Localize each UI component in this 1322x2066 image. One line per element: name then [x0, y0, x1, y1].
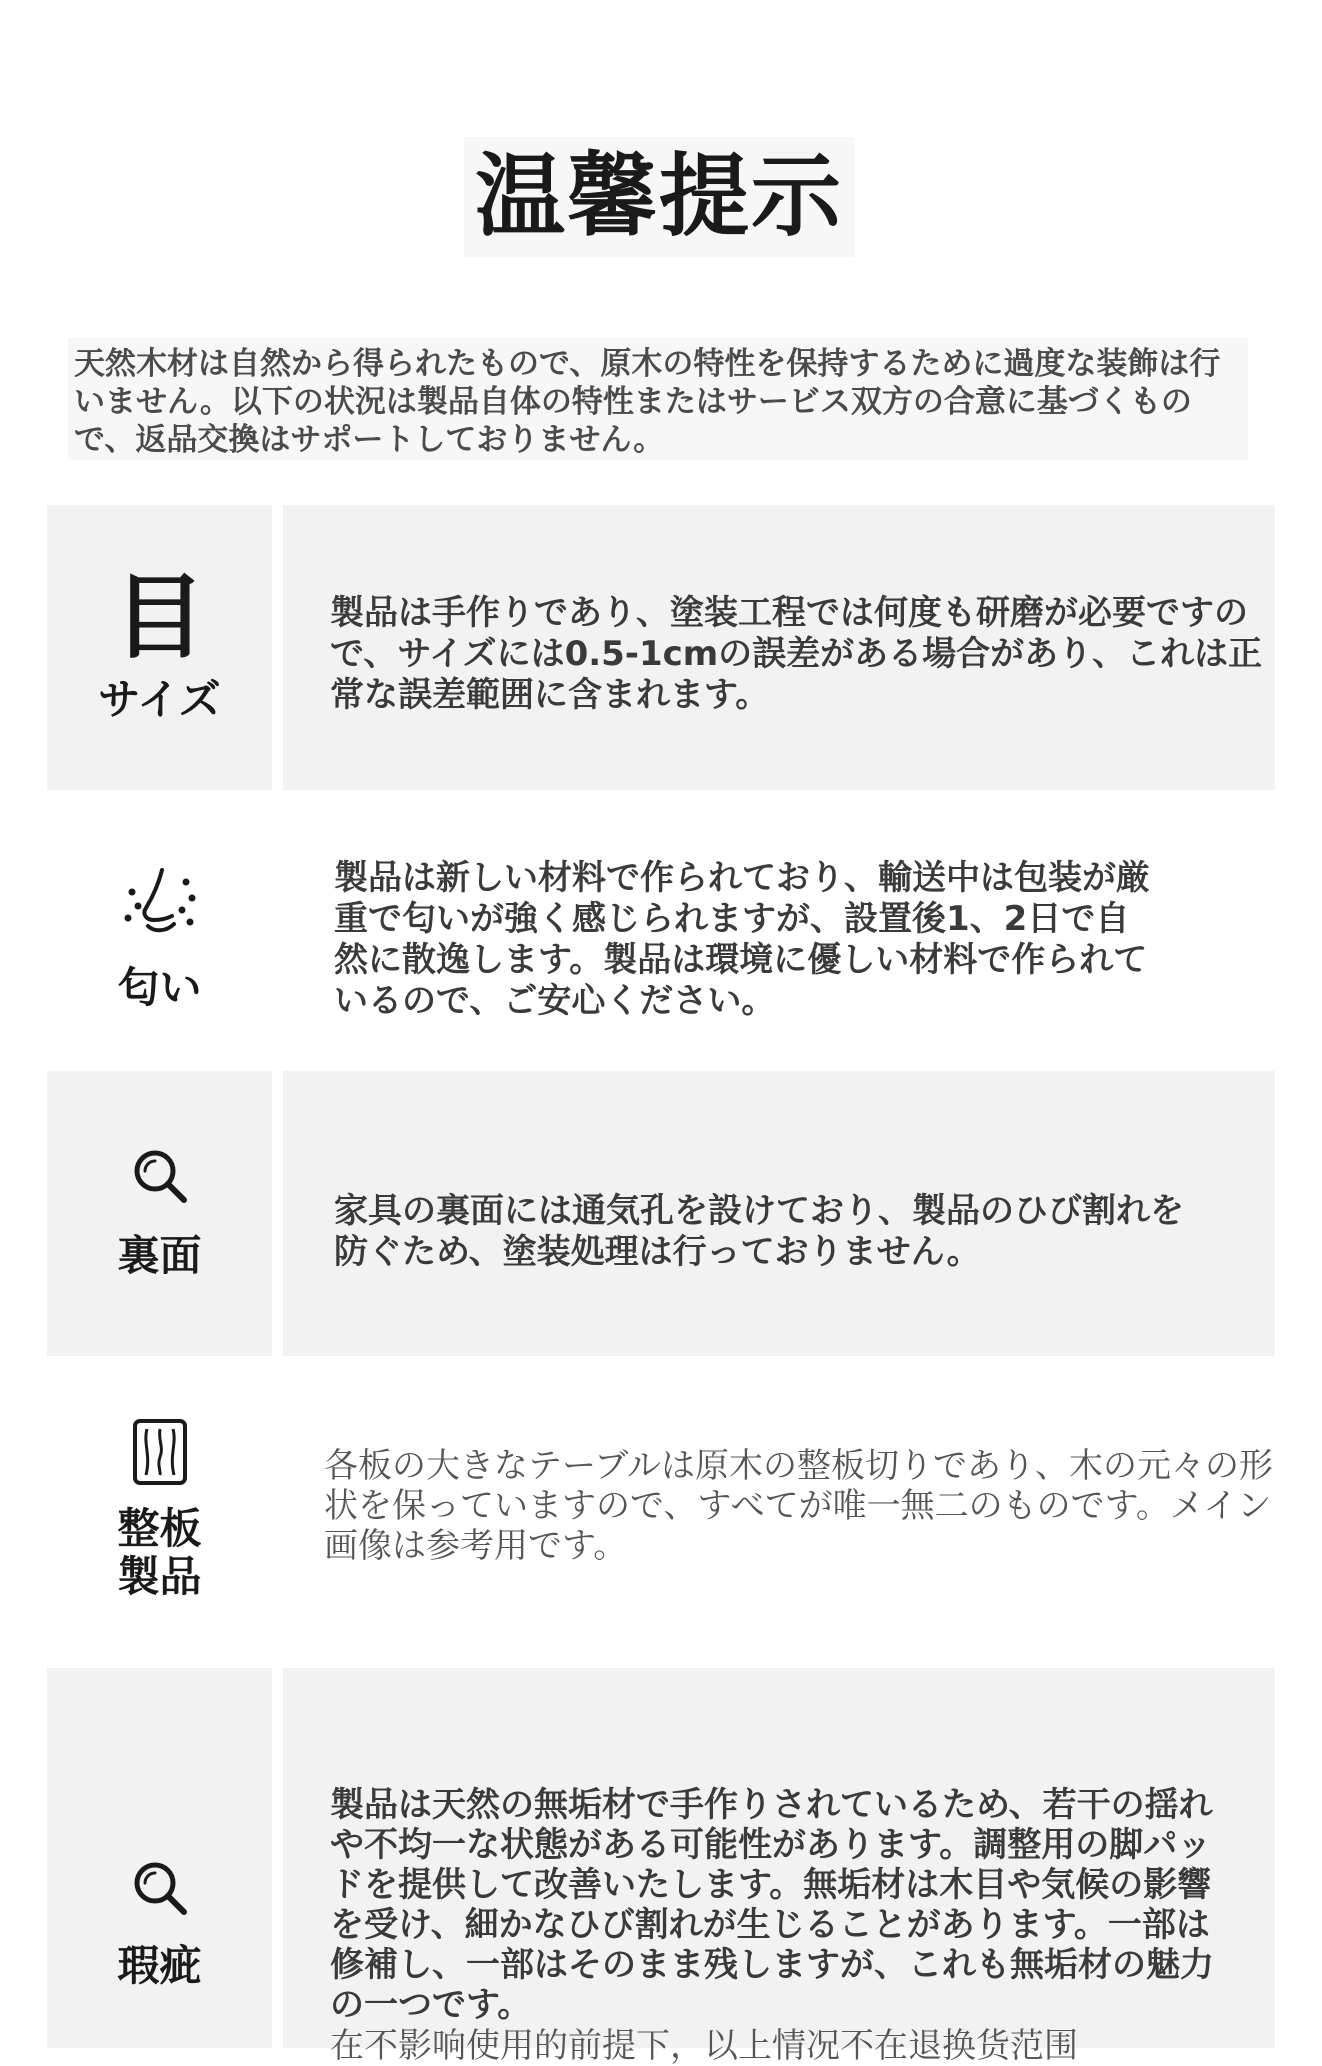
size-character-icon: 目: [113, 564, 206, 671]
back-description: 家具の裏面には通気孔を設けており、製品のひび割れを防ぐため、塗装処理は行っておりません。: [334, 1191, 1184, 1272]
size-label: サイズ: [98, 675, 221, 724]
smell-description: 製品は新しい材料で作られており、輸送中は包装が厳重で匂いが強く感じられますが、設置後1、2日で自然に散逸します。製品は環境に優しい材料で作られているので、ご安心ください。: [334, 858, 1150, 1021]
back-label: 裏面: [117, 1231, 202, 1280]
defect-label: 瑕疵: [117, 1941, 202, 1990]
intro-text: 天然木材は自然から得られたもので、原木の特性を保持するために過度な装飾は行いません。以下の状況は製品自体の特性またはサービス双方の合意に基づくもので、返品交換はサポートしておりません。: [74, 346, 1221, 458]
smell-label: 匂い: [117, 963, 202, 1012]
title-box: [464, 137, 854, 257]
defect-label-block: [47, 1858, 272, 1990]
back-label-block: [47, 1146, 272, 1280]
slab-label: 整板製品: [117, 1504, 202, 1602]
size-description: 製品は手作りであり、塗装工程では何度も研磨が必要ですので、サイズには0.5-1cmの誤差がある場合があり、これは正常な誤差範囲に含まれます。: [330, 593, 1263, 715]
smell-label-block: [47, 862, 272, 1012]
slab-label-block: [47, 1417, 272, 1602]
slab-description: 各板の大きなテーブルは原木の整板切りであり、木の元々の形状を保っていますので、すべてが唯一無二のものです。メイン画像は参考用です。: [324, 1446, 1273, 1566]
nose-icon: [118, 862, 202, 942]
magnifier-icon: [130, 1146, 190, 1206]
page-title: 温馨提示: [475, 144, 843, 249]
wood-slab-icon: [131, 1417, 189, 1487]
defect-description-extra: 在不影响使用的前提下，以上情况不在退换货范围: [330, 2026, 1078, 2066]
defect-description: 製品は天然の無垢材で手作りされているため、若干の揺れや不均一な状態がある可能性があります。調整用の脚パッドを提供して改善いたします。無垢材は木目や気候の影響を受け、細かなひび割れが生じることがあります。一部は修補し、一部はそのまま残しますが、これも無垢材の魅力の一つです。: [330, 1785, 1214, 2025]
size-label-block: [47, 564, 272, 724]
magnifier-icon: [130, 1858, 190, 1918]
